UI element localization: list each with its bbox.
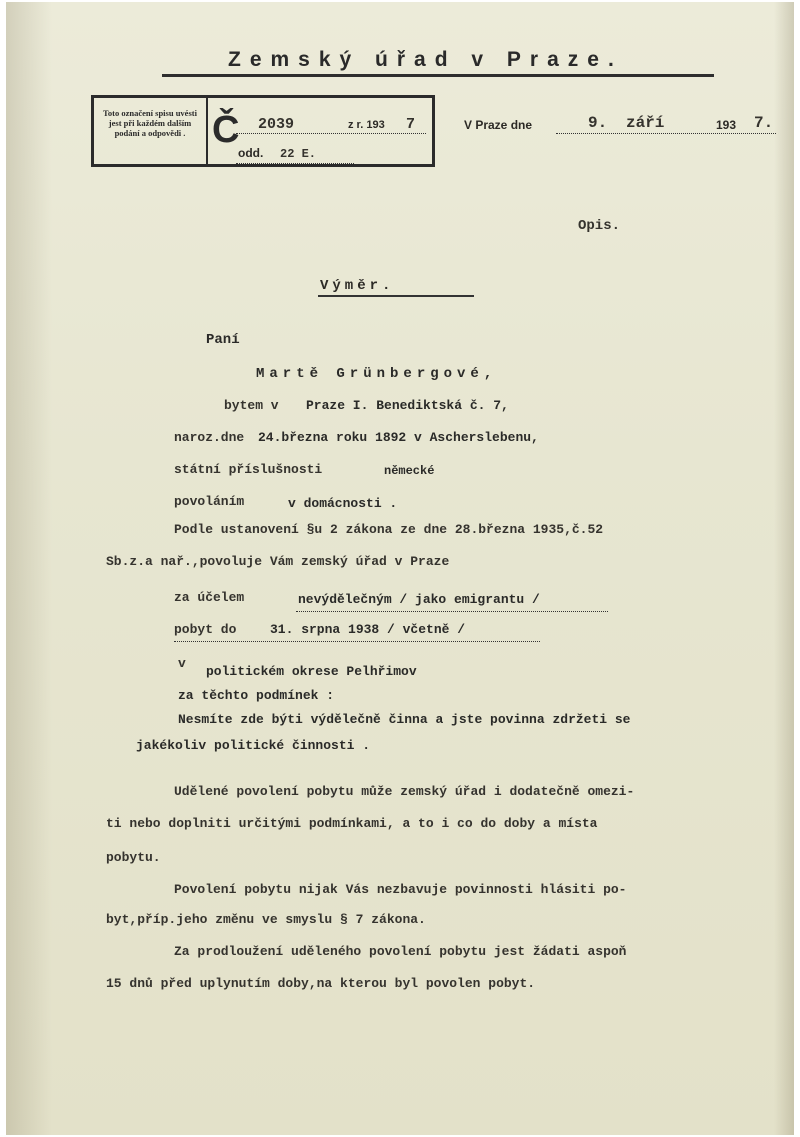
occupation-value: v domácnosti . [288, 496, 398, 511]
copy-mark: Opis. [578, 218, 621, 234]
note-2-line-2: byt,příp.jeho změnu ve smyslu § 7 zákona. [106, 912, 426, 927]
occupation-label: povoláním [174, 494, 245, 509]
document-title: Výměr. [320, 278, 395, 294]
date-month: září [626, 114, 665, 132]
stay-label: pobyt do [174, 622, 237, 637]
stay-line [174, 640, 540, 642]
note-1-line-3: pobytu. [106, 850, 161, 865]
conditions-intro: za těchto podmínek : [178, 688, 335, 703]
reference-box [91, 95, 435, 167]
date-year-digit: 7. [754, 114, 774, 132]
document-page [6, 2, 794, 1135]
address-label: bytem v [224, 398, 279, 413]
note-3-line-1: Za prodloužení uděleného povolení pobytu jest žádati aspoň [174, 944, 627, 959]
ref-odd-line [236, 162, 354, 164]
page-edge-shadow [6, 2, 52, 1135]
birth-label: naroz.dne [174, 430, 245, 445]
ref-year-digit: 7 [406, 116, 416, 133]
purpose-value: nevýdělečným / jako emigrantu / [298, 592, 540, 607]
note-2-line-1: Povolení pobytu nijak Vás nezbavuje povinnosti hlásiti po- [174, 882, 627, 897]
date-line [556, 132, 776, 134]
date-prefix: V Praze dne [464, 118, 533, 132]
reference-divider [206, 98, 208, 164]
purpose-label: za účelem [174, 590, 245, 605]
conditions-line-1: Nesmíte zde býti výdělečně činna a jste povinna zdržeti se [178, 712, 631, 727]
ref-odd-value: 22 E. [280, 147, 317, 161]
conditions-line-2: jakékoliv politické činnosti . [136, 738, 371, 753]
note-1-line-2: ti nebo doplniti určitými podmínkami, a to i co do doby a místa [106, 816, 598, 831]
office-title: Zemský úřad v Praze. [228, 48, 623, 71]
ref-number: 2039 [258, 116, 295, 133]
purpose-line [296, 610, 608, 612]
note-1-line-1: Udělené povolení pobytu může zemský úřad i dodatečně omezi- [174, 784, 635, 799]
title-underline [162, 74, 714, 77]
ref-year-label: z r. 193 [348, 119, 385, 131]
citizenship-label: státní příslušnosti [174, 462, 323, 477]
date-year-label: 193 [716, 118, 737, 132]
stay-value: 31. srpna 1938 / včetně / [270, 622, 466, 637]
addressee-name: Martě Grünbergové, [256, 366, 498, 382]
birth-value: 24.března roku 1892 v Ascherslebenu, [258, 430, 539, 445]
district-value: politickém okrese Pelhřimov [206, 664, 417, 679]
reference-instruction: Toto označení spisu uvésti jest při každém dalším podání a odpovědi . [103, 108, 197, 138]
ref-odd-label: odd. [238, 146, 264, 160]
district-label: v [178, 656, 186, 671]
address-value: Praze I. Benediktská č. 7, [306, 398, 509, 413]
salutation: Paní [206, 332, 240, 348]
note-3-line-2: 15 dnů před uplynutím doby,na kterou byl povolen pobyt. [106, 976, 536, 991]
date-day: 9. [588, 114, 608, 132]
legal-line-1: Podle ustanovení §u 2 zákona ze dne 28.března 1935,č.52 [174, 522, 604, 537]
page-edge-shadow-right [774, 2, 794, 1135]
citizenship-value: německé [384, 464, 435, 478]
legal-line-2: Sb.z.a nař.,povoluje Vám zemský úřad v Praze [106, 554, 450, 569]
document-title-underline [318, 295, 474, 297]
reference-c-mark: Č [212, 109, 240, 151]
